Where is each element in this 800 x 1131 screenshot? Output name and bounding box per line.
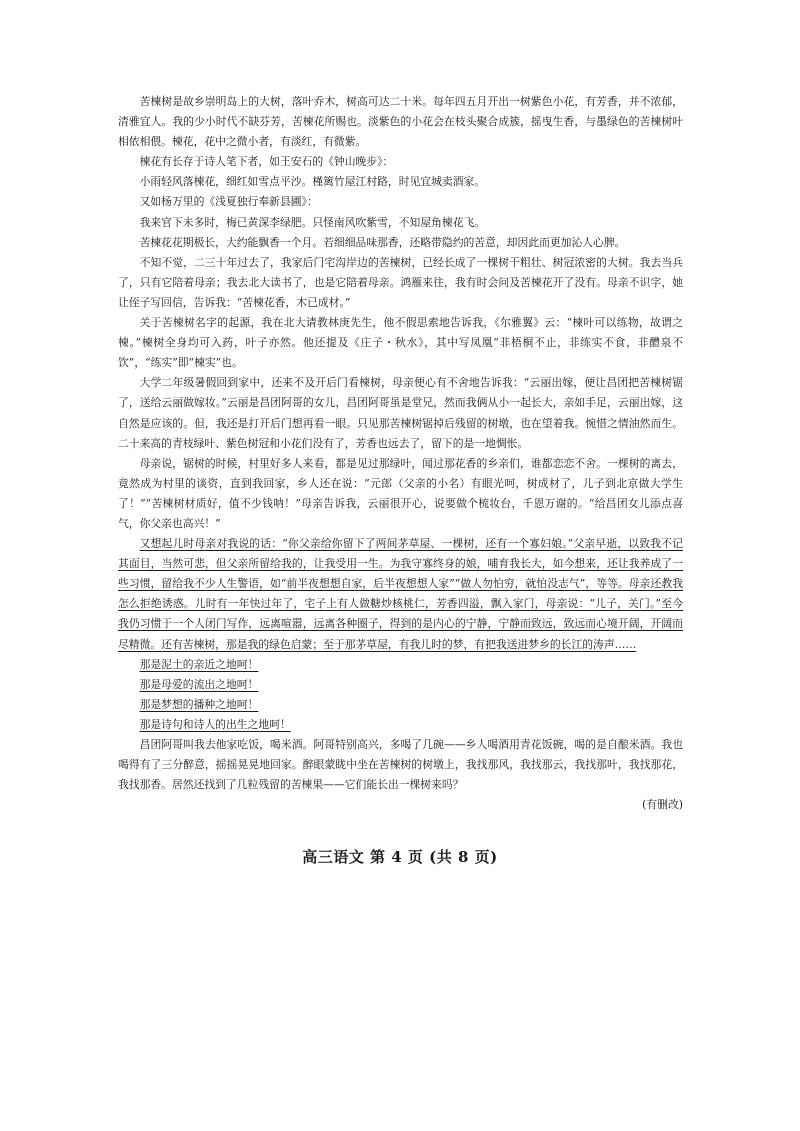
- paragraph-3: 又如杨万里的《浅夏独行奉新县圃》：: [139, 195, 318, 209]
- page-footer: 高三语文 第 4 页 (共 8 页): [302, 848, 498, 866]
- exclamation-1: 那是泥土的亲近之地呵！: [139, 657, 259, 671]
- exclamation-2: 那是母爱的流出之地呵！: [139, 677, 259, 691]
- article-body: [118, 92, 683, 815]
- underlined-text: 又想起儿时母亲对我说的话：“你父亲给你留下了两间茅草屋、一棵树，还有一个寡妇娘。”父亲早逝，以致我不记其面目，当然可悲，但父亲所留给我的，让我受用一生。为我守寡终身的娘，哺育我长大，如今想来，还让我养成了一些习惯，留给我不少人生警语，如“前半夜想想自家，后半夜想想人家”“做人勿怕穷，就怕没志气”，等等。母亲还教我怎么拒绝诱惑。儿时有一年快过年了，宅子上有人做糖炒核桃仁，芳香四溢，飘入家门，母亲说：“儿子，关门。”至今我仍习惯于一个人闭门写作，远离喧嚣，远离各种圈子，得到的是内心的宁静，宁静而致远，致远而心境开阔，开阔而尽精微。还有苦楝树，那是我的绿色启蒙；至于那茅草屋，有我儿时的梦，有把我送进梦乡的长江的涛声……: [118, 537, 683, 651]
- paragraph-1: 苦楝树是故乡崇明岛上的大树，落叶乔木，树高可达二十米。每年四五月开出一树紫色小花，有芳香，并不浓郁，清雅宜人。我的少小时代不缺芬芳，苦楝花所赐也。淡紫色的小花会在枝头聚合成簇，摇曳生香，与墨绿色的苦楝树叶相依相偎。楝花，花中之微小者，有淡红，有微紫。: [118, 95, 683, 149]
- paragraph-5: 不知不觉，二三十年过去了，我家后门宅沟岸边的苦楝树，已经长成了一棵树干粗壮、树冠浓密的大树。我去当兵了，只有它陪着母亲；我去北大读书了，也是它陪着母亲。鸿雁来往，我有时会问及苦楝花开了没有。母亲不识字，她让侄子写回信，告诉我：“苦楝花香，木已成材。”: [118, 255, 683, 309]
- exclamation-3: 那是梦想的播种之地呵！: [139, 697, 259, 711]
- paragraph-4: 苦楝花花期极长，大约能飘香一个月。若细细品味那香，还略带隐约的苦意，却因此而更加沁人心脾。: [139, 235, 626, 249]
- paragraph-6: 关于苦楝树名字的起源，我在北大请教林庚先生，他不假思索地告诉我，《尔雅翼》云：“楝叶可以练物，故谓之楝。”楝树全身均可入药，叶子亦然。他还提及《庄子・秋水》，其中写凤凰“非梧桐不止，非练实不食，非醴泉不饮”，“练实”即“楝实”也。: [118, 316, 683, 370]
- poem-yang-wanli: 我来官下未多时，梅已黄深李绿肥。只怪南风吹紫雪，不知屋角楝花飞。: [139, 215, 486, 229]
- underlined-paragraph: [118, 534, 683, 655]
- source-note: (有删改): [642, 798, 683, 812]
- paragraph-8: 母亲说，锯树的时候，村里好多人来看，都是见过那绿叶，闻过那花香的乡亲们，谁都恋恋不舍。一棵树的离去，竟然成为村里的谈资，直到我回家，乡人还在说：“元郎（父亲的小名）有眼光呵，树成材了，儿子到北京做大学生了！”“苦楝树材质好，值不少钱呐！”母亲告诉我，云丽很开心，说要做个梳妆台，千恩万谢的。“给昌团女儿添点喜气，你父亲也高兴！”: [118, 456, 683, 530]
- closing-paragraph: 昌团阿哥叫我去他家吃饭，喝米酒。阿哥特别高兴，多喝了几碗——乡人喝酒用青花饭碗，喝的是自酿米酒。我也喝得有了三分醉意，摇摇晃晃地回家。醉眼蒙眬中坐在苦楝树的树墩上，我找那风，我找那云，我找那叶，我找那花，我找那香。居然还找到了几粒残留的苦楝果——它们能长出一棵树来吗？: [118, 738, 683, 792]
- poem-wang-anshi: 小雨轻风落楝花，细红如雪点平沙。槿篱竹屋江村路，时见宜城卖酒家。: [139, 175, 486, 189]
- paragraph-2: 楝花有长存于诗人笔下者，如王安石的《钟山晚步》：: [139, 155, 394, 169]
- exclamation-4: 那是诗句和诗人的出生之地呵！: [139, 717, 291, 731]
- paragraph-7: 大学二年级暑假回到家中，还来不及开后门看楝树，母亲便心有不舍地告诉我：“云丽出嫁，便让昌团把苦楝树锯了，送给云丽做嫁妆。”云丽是昌团阿哥的女儿，昌团阿哥虽是堂兄，然而我俩从小一起长大，亲如手足，云丽出嫁，这自然是应该的。但，我还是打开后门想再看一眼。只见那苦楝树锯掉后残留的树墩，也在望着我。惋惜之情油然而生。二十来高的青枝绿叶、紫色树冠和小花们没有了，芳香也远去了，留下的是一地惆怅。: [118, 376, 683, 450]
